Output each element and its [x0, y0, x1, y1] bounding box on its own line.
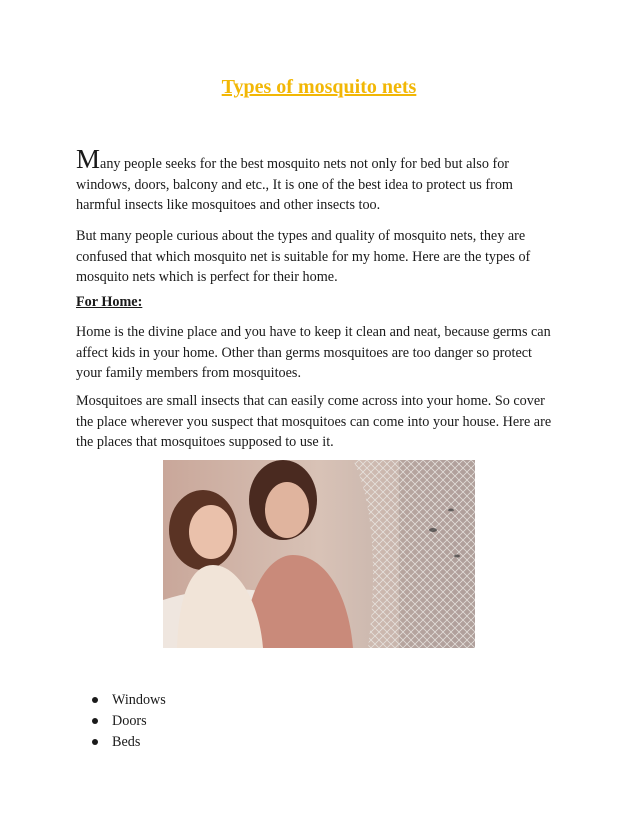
intro-text: any people seeks for the best mosquito nets not only for bed but also for windows, doors, balcony and etc., It is one of the best idea to protect us from harmful insects like mosquitoes and other insects too.: [76, 156, 513, 213]
paragraph-mosquitoes: Mosquitoes are small insects that can easily come across into your home. So cover the place wherever you suspect that mosquitoes can come into your house. Here are the places that mosquitoes supposed to use it.: [76, 393, 552, 450]
intro-paragraph: [76, 144, 556, 216]
list-item: Doors: [92, 711, 166, 732]
section-heading-for-home: For Home:: [76, 294, 143, 310]
places-list: [92, 690, 166, 753]
page-title: Types of mosquito nets: [221, 76, 417, 98]
list-item: Windows: [92, 690, 166, 711]
paragraph-types: But many people curious about the types and quality of mosquito nets, they are confused that which mosquito net is suitable for my home. Here are the types of mosquito nets which is perfect for their home.: [76, 228, 531, 285]
paragraph-home: Home is the divine place and you have to keep it clean and neat, because germs can affect kids in your home. Other than germs mosquitoes are too danger so protect your family members from mosquitoes.: [76, 324, 551, 381]
mother-daughter-photo: [163, 460, 475, 648]
list-item: Beds: [92, 732, 166, 753]
drop-cap: M: [76, 144, 101, 174]
